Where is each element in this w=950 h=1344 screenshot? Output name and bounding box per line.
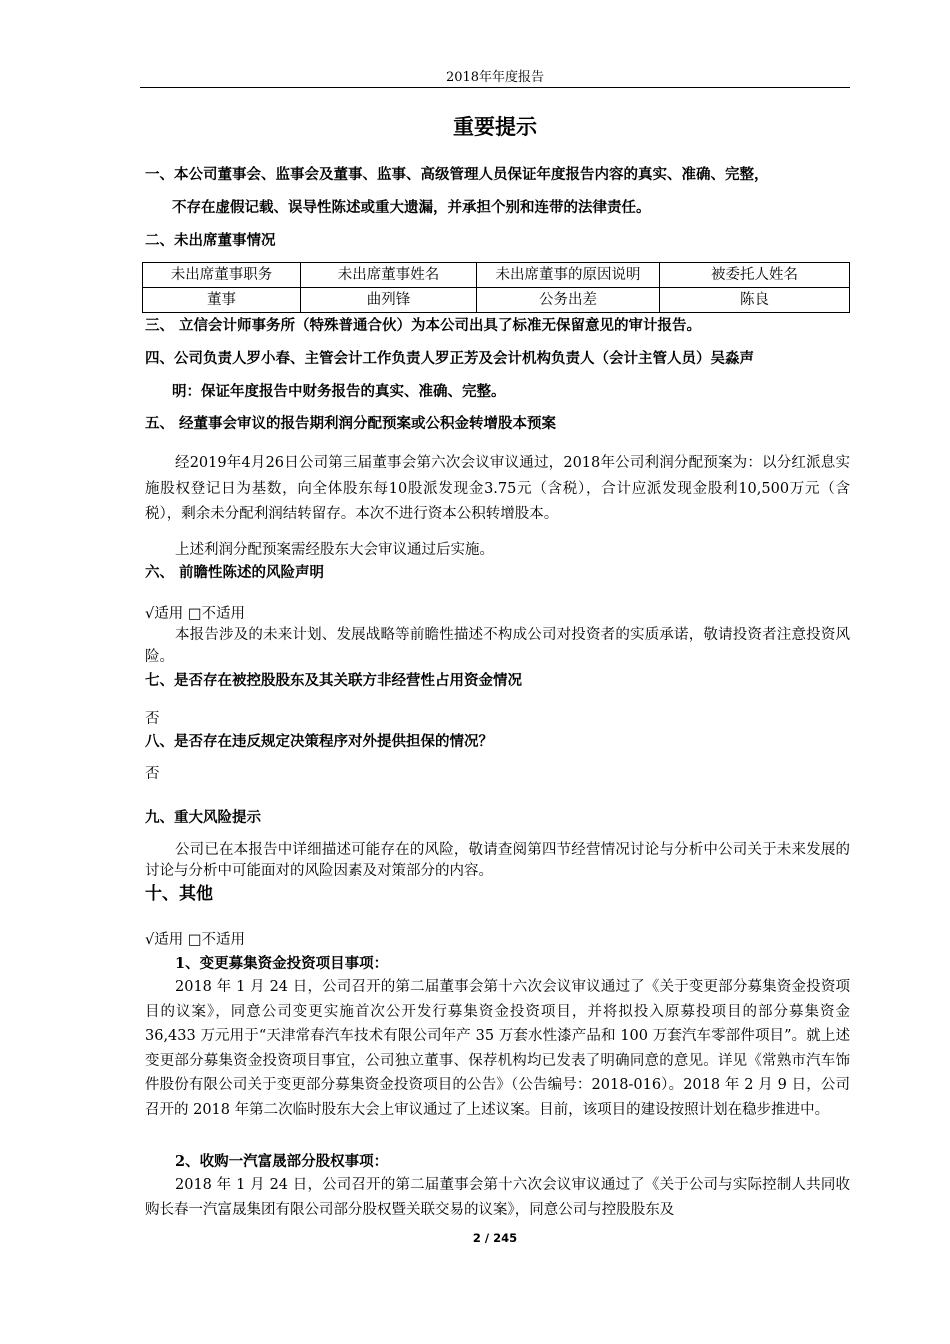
section-9-heading: 九、重大风险提示: [145, 809, 261, 826]
section-5-heading: 五、 经董事会审议的报告期利润分配预案或公积金转增股本预案: [145, 415, 557, 432]
table-header-cell: 未出席董事姓名: [301, 263, 477, 288]
section-6-heading: 六、 前瞻性陈述的风险声明: [145, 564, 325, 581]
section-10-subtitle-2: 2、收购一汽富晟部分股权事项：: [175, 1153, 389, 1170]
section-10-heading: 十、其他: [145, 884, 213, 904]
section-2-heading: 二、未出席董事情况: [145, 232, 276, 249]
section-10-applicability: √适用 □不适用: [145, 932, 246, 948]
table-header-cell: 被委托人姓名: [660, 263, 850, 288]
section-10-paragraph-2: 2018 年 1 月 24 日，公司召开的第二届董事会第十六次会议审议通过了《关于公司与实际控制人共同收购长春一汽富晟集团有限公司部分股权暨关联交易的议案》，同意公司与控股股东及: [145, 1177, 850, 1218]
section-5-paragraph-1: 经2019年4月26日公司第三届董事会第六次会议审议通过，2018年公司利润分配预案为：以分红派息实施股权登记日为基数，向全体股东每10股派发现金3.75元（含税），合计应派发现金股利10,500万元（含税），剩余未分配利润结转留存。本次不进行资本公积转增股本。: [145, 455, 850, 522]
page-title: 重要提示: [453, 114, 537, 139]
section-7-heading: 七、是否存在被控股股东及其关联方非经营性占用资金情况: [145, 672, 522, 689]
table-header-cell: 未出席董事的原因说明: [477, 263, 660, 288]
section-7-answer: 否: [145, 711, 160, 727]
running-header: 2018年年度报告: [445, 70, 545, 85]
section-6-paragraph: 本报告涉及的未来计划、发展战略等前瞻性描述不构成公司对投资者的实质承诺，敬请投资者注意投资风险。: [145, 627, 850, 665]
table-cell: 董事: [143, 288, 301, 313]
section-8-heading: 八、是否存在违反规定决策程序对外提供担保的情况？: [145, 733, 493, 750]
section-8-answer: 否: [145, 766, 160, 782]
absent-directors-table: [142, 262, 850, 313]
table-header-cell: 未出席董事职务: [143, 263, 301, 288]
table-row: [143, 288, 850, 313]
section-4-line-1: 四、公司负责人罗小春、主管会计工作负责人罗正芳及会计机构负责人（会计主管人员）吴淼声: [145, 350, 754, 367]
table-cell: 曲列锋: [301, 288, 477, 313]
section-9-paragraph: 公司已在本报告中详细描述可能存在的风险，敬请查阅第四节经营情况讨论与分析中公司关于未来发展的讨论与分析中可能面对的风险因素及对策部分的内容。: [145, 842, 850, 879]
header-divider: [140, 87, 850, 88]
section-5-paragraph-2: 上述利润分配预案需经股东大会审议通过后实施。: [175, 542, 494, 558]
section-4-line-2: 明：保证年度报告中财务报告的真实、准确、完整。: [172, 383, 506, 400]
section-10-subtitle-1: 1、变更募集资金投资项目事项：: [175, 955, 389, 972]
section-10-paragraph-1: 2018 年 1 月 24 日，公司召开的第二届董事会第十六次会议审议通过了《关于变更部分募集资金投资项目的议案》，同意公司变更实施首次公开发行募集资金投资项目，并将拟投入原募投项目的部分募集资金 36,433 万元用于“天津常春汽车技术有限公司年产 35 万套水性漆产品和 100 万套汽车零部件项目”。就上述变更部分募集资金投资项目事宜，公司独立董事、保荐机构均已发表了明确同意的意见。详见《常熟市汽车饰件股份有限公司关于变更部分募集资金投资项目的公告》（公告编号：2018-016）。2018 年 2 月 9 日，公司召开的 2018 年第二次临时股东大会上审议通过了上述议案。目前，该项目的建设按照计划在稳步推进中。: [145, 979, 850, 1118]
table-cell: 公务出差: [477, 288, 660, 313]
table-header-row: [143, 263, 850, 288]
page-number: 2 / 245: [472, 1231, 518, 1245]
section-1-line-2: 不存在虚假记载、误导性陈述或重大遗漏，并承担个别和连带的法律责任。: [172, 199, 651, 216]
table-cell: 陈良: [660, 288, 850, 313]
section-6-applicability: √适用 □不适用: [145, 606, 246, 622]
section-1-line-1: 一、本公司董事会、监事会及董事、监事、高级管理人员保证年度报告内容的真实、准确、完整，: [145, 166, 769, 183]
section-3-text: 三、 立信会计师事务所（特殊普通合伙）为本公司出具了标准无保留意见的审计报告。: [145, 317, 702, 334]
